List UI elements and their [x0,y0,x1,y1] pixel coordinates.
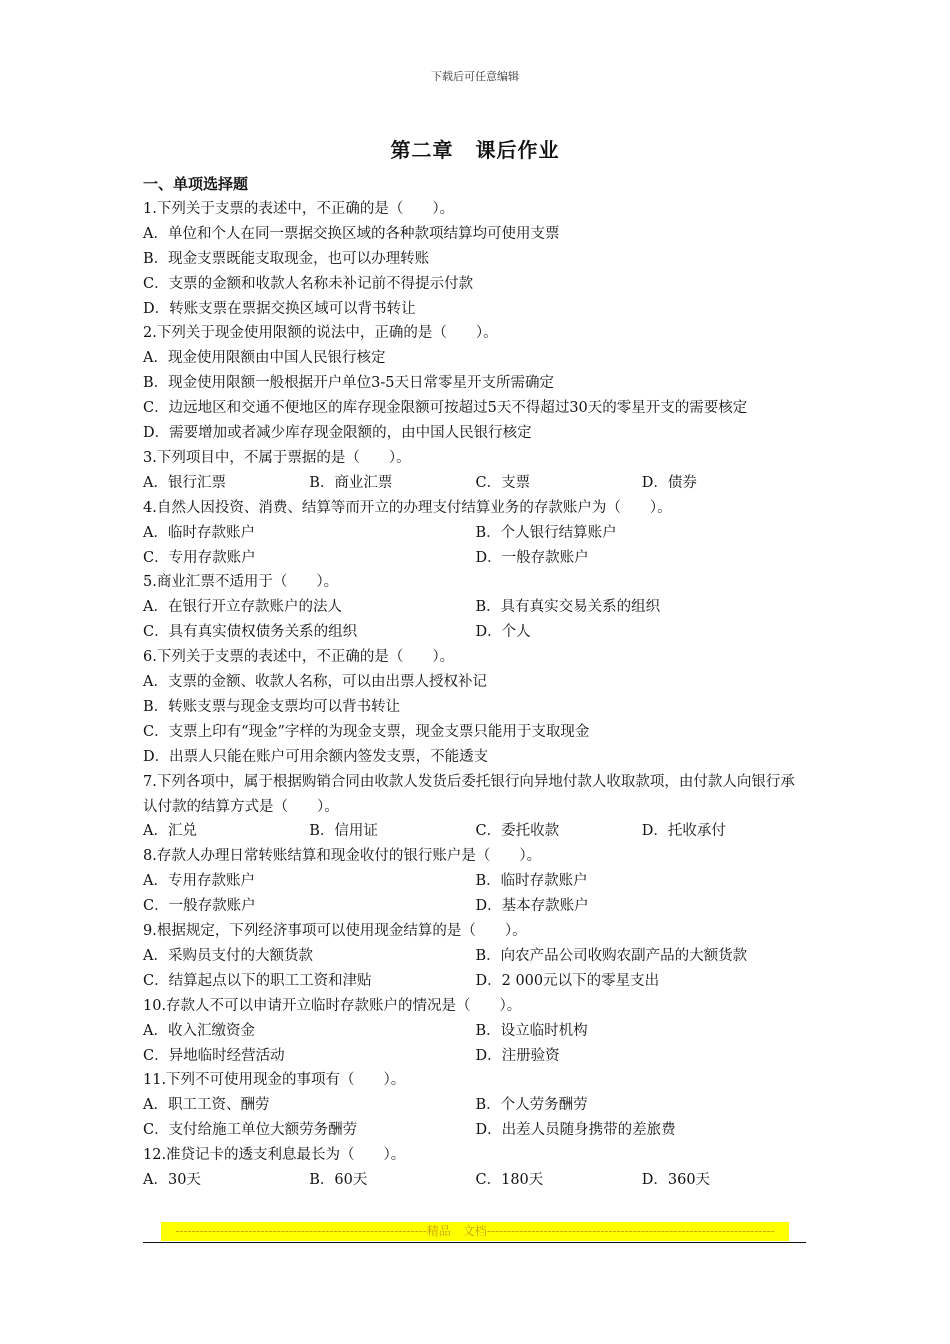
option-row [143,1118,808,1143]
option: B．临时存款账户 [475,873,588,890]
option: B．信用证 [309,823,378,840]
option: A．银行汇票 [143,474,226,491]
question-stem: 9.根据规定，下列经济事项可以使用现金结算的是（ ）。 [143,923,527,940]
option: D．基本存款账户 [475,898,589,915]
option: C．180天 [475,1172,544,1189]
option-row [143,1044,808,1069]
question-stem: 11.下列不可使用现金的事项有（ ）。 [143,1072,406,1089]
option: C．支票的金额和收款人名称未补记前不得提示付款 [143,275,474,292]
question-stem: 6.下列关于支票的表述中，不正确的是（ ）。 [143,649,455,666]
option-row [143,869,808,894]
option: A．收入汇缴资金 [143,1022,255,1039]
option: A．支票的金额、收款人名称，可以由出票人授权补记 [143,674,487,691]
title-text: 课后作业 [475,138,560,162]
option: B．设立临时机构 [475,1022,588,1039]
option-row [143,1019,808,1044]
option: B．商业汇票 [309,474,393,491]
option-row [143,969,808,994]
option: A．专用存款账户 [143,873,255,890]
option: B．60天 [309,1172,368,1189]
option: C．异地临时经营活动 [143,1047,285,1064]
option: C．一般存款账户 [143,898,256,915]
option: C．支票 [475,474,531,491]
header-note: 下载后可任意编辑 [431,70,519,83]
question-list [143,172,808,1193]
option: A．在银行开立存款账户的法人 [143,599,342,616]
option-row [143,819,808,844]
option: C．专用存款账户 [143,549,256,566]
option: D．360天 [641,1172,711,1189]
option-row [143,620,808,645]
option: D．2 000元以下的零星支出 [475,972,660,989]
option: C．支付给施工单位大额劳务酬劳 [143,1122,358,1139]
option-row [143,1168,808,1193]
question-stem: 5.商业汇票不适用于（ ）。 [143,574,339,591]
option-row [143,894,808,919]
page-title [0,134,950,163]
option: B．个人劳务酬劳 [475,1097,588,1114]
option: C．边远地区和交通不便地区的库存现金限额可按超过5天不得超过30天的零星开支的需要核定 [143,400,748,417]
title-chapter: 第二章 [390,138,454,162]
option-row [143,944,808,969]
question-stem: 4.自然人因投资、消费、结算等而开立的办理支付结算业务的存款账户为（ ）。 [143,499,672,516]
option-row [143,1093,808,1118]
question-stem: 12.准贷记卡的透支利息最长为（ ）。 [143,1147,406,1164]
option: D．需要增加或者减少库存现金限额的，由中国人民银行核定 [143,425,532,442]
option: B．转账支票与现金支票均可以背书转让 [143,698,401,715]
option: D．注册验资 [475,1047,560,1064]
option: D．一般存款账户 [475,549,589,566]
question-stem: 8.存款人办理日常转账结算和现金收付的银行账户是（ ）。 [143,848,542,865]
question-stem: 3.下列项目中，不属于票据的是（ ）。 [143,449,411,466]
question-stem: 1.下列关于支票的表述中，不正确的是（ ）。 [143,200,455,217]
footer-divider [143,1242,806,1243]
option: D．债券 [641,474,697,491]
option: A．现金使用限额由中国人民银行核定 [143,350,386,367]
question-stem: 10.存款人不可以申请开立临时存款账户的情况是（ ）。 [143,997,522,1014]
option: C．具有真实债权债务关系的组织 [143,624,358,641]
question-stem: 2.下列关于现金使用限额的说法中，正确的是（ ）。 [143,325,498,342]
option: C．支票上印有“现金”字样的为现金支票，现金支票只能用于支取现金 [143,723,590,740]
option-row [143,471,808,496]
option: B．现金支票既能支取现金，也可以办理转账 [143,250,430,267]
option: A．采购员支付的大额货款 [143,947,313,964]
option: D．转账支票在票据交换区域可以背书转让 [143,300,416,317]
option: A．单位和个人在同一票据交换区域的各种款项结算均可使用支票 [143,225,560,242]
option: D．出差人员随身携带的差旅费 [475,1122,676,1139]
question-stem: 7.下列各项中，属于根据购销合同由收款人发货后委托银行向异地付款人收取款项，由付款人向银行承认付款的结算方式是（ ）。 [143,773,795,815]
option-row [143,595,808,620]
option: C．委托收款 [475,823,560,840]
option: D．托收承付 [641,823,726,840]
option: A．汇兑 [143,823,197,840]
option: D．出票人只能在账户可用余额内签发支票，不能透支 [143,748,489,765]
footer-banner: --------------------------------------------------------------精品 文档----------------------------------------------------------------------- [161,1222,789,1241]
section-heading: 一、单项选择题 [143,175,249,193]
option: B．现金使用限额一般根据开户单位3-5天日常零星开支所需确定 [143,375,555,392]
option: D．个人 [475,624,531,641]
option: B．向农产品公司收购农副产品的大额货款 [475,947,748,964]
option: B．具有真实交易关系的组织 [475,599,661,616]
option: C．结算起点以下的职工工资和津贴 [143,972,372,989]
option: B．个人银行结算账户 [475,524,617,541]
option: A．职工工资、酬劳 [143,1097,270,1114]
option-row [143,546,808,571]
option: A．30天 [143,1172,201,1189]
option-row [143,521,808,546]
option: A．临时存款账户 [143,524,255,541]
